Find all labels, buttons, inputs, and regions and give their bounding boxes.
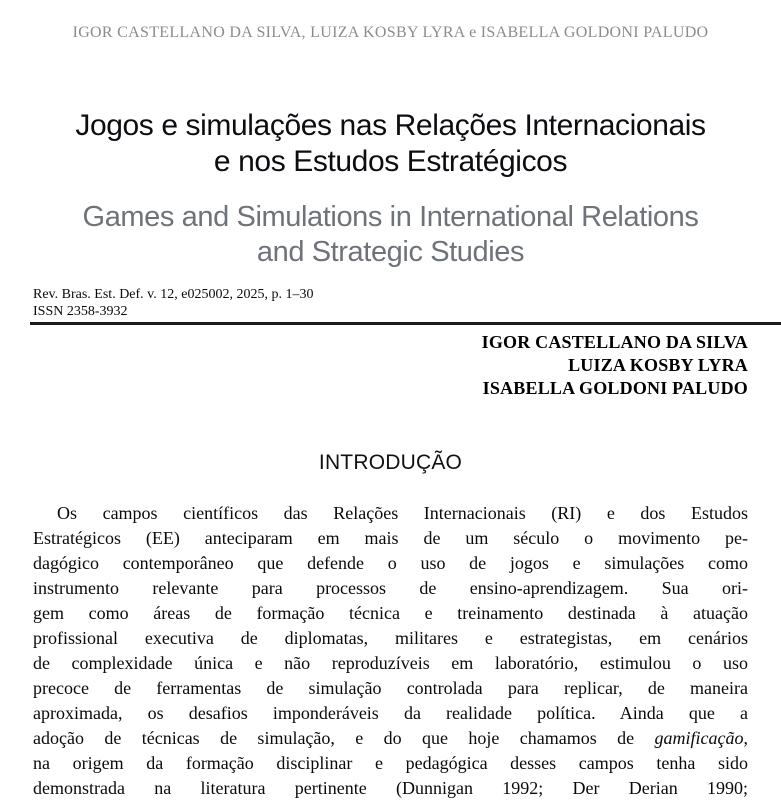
paragraph-line: Estratégicos (EE) anteciparam em mais de um século o movimento pe-: [33, 528, 748, 548]
journal-reference-block: [33, 286, 314, 320]
article-title-portuguese: [0, 108, 781, 180]
paragraph-line: precoce de ferramentas de simulação controlada para replicar, de maneira: [33, 678, 748, 698]
paragraph-line: demonstrada na literatura pertinente (Dunnigan 1992; Der Derian 1990;: [33, 778, 748, 798]
journal-issn: ISSN 2358-3932: [33, 304, 128, 319]
author-name: LUIZA KOSBY LYRA: [568, 355, 748, 375]
paragraph-line: Os campos científicos das Relações Internacionais (RI) e dos Estudos: [57, 503, 748, 523]
paragraph-line: gem como áreas de formação técnica e treinamento destinada à atuação: [33, 603, 748, 623]
article-title-pt-line-2: e nos Estudos Estratégicos: [213, 145, 568, 178]
article-title-english: [0, 200, 781, 270]
author-name: ISABELLA GOLDONI PALUDO: [482, 378, 748, 398]
paragraph-line: instrumento relevante para processos de ensino-aprendizagem. Sua ori-: [33, 578, 748, 598]
paragraph-line: de complexidade única e não reproduzíveis em laboratório, estimulou o uso: [33, 653, 748, 673]
article-title-en-line-2: and Strategic Studies: [256, 236, 525, 268]
introduction-paragraph: [33, 501, 748, 801]
journal-reference: Rev. Bras. Est. Def. v. 12, e025002, 2025, p. 1–30: [33, 287, 314, 302]
paragraph-line: dagógico contemporâneo que defende o uso de jogos e simulações como: [33, 553, 748, 573]
article-title-en-line-1: Games and Simulations in International Relations: [82, 201, 699, 233]
paragraph-line: adoção de técnicas de simulação, e do que hoje chamamos de gamificação,: [33, 728, 748, 748]
article-title-pt-line-1: Jogos e simulações nas Relações Internacionais: [75, 109, 706, 142]
paragraph-line: profissional executiva de diplomatas, militares e estrategistas, em cenários: [33, 628, 748, 648]
horizontal-rule: [30, 322, 781, 325]
section-heading-introduction: INTRODUÇÃO: [318, 451, 463, 474]
author-byline-block: [33, 331, 748, 400]
author-name: IGOR CASTELLANO DA SILVA: [481, 332, 748, 352]
paragraph-line: na origem da formação disciplinar e pedagógica desses campos tenha sido: [33, 753, 748, 773]
running-head-authors: IGOR CASTELLANO DA SILVA, LUIZA KOSBY LYRA e ISABELLA GOLDONI PALUDO: [72, 24, 709, 41]
paragraph-line: aproximada, os desafios imponderáveis da realidade política. Ainda que a: [33, 703, 748, 723]
